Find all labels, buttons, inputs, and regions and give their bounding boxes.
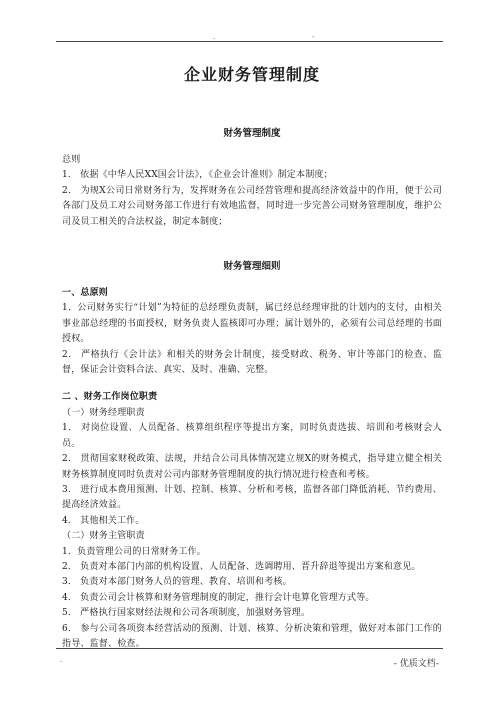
paragraph: 5． 严格执行国家财经法规和公司各项制度，加强财务管理。	[62, 608, 311, 619]
paragraph: 2． 负责对本部门内部的机构设置、人员配备、选调聘用、晋升辞退等提出方案和意见。	[62, 561, 421, 572]
paragraph: 总则	[62, 155, 81, 165]
header-rule	[56, 41, 443, 42]
paragraph: 6． 参与公司各项资本经营活动的预测、计划、核算、分析决策和管理，做好对本部门工作的指导、监督、检查。	[62, 623, 442, 649]
section-title-system: 财务管理制度	[223, 128, 281, 139]
document-body	[62, 62, 442, 652]
paragraph: 1． 对岗位设置、人员配备、核算组织程序等提出方案，同时负责选拔、培训和考核财会人员。	[62, 423, 442, 449]
paragraph: 1． 依据《中华人民XX国会计法》，《企业会计准则》制定本制度；	[62, 170, 333, 181]
paragraph: 2． 贯彻国家财税政策、法规，并结合公司具体情况建立规X的财务模式，指导建立健全相关财务核算制度同时负责对公司内部财务管理制度的执行情况进行检查和考核。	[62, 454, 442, 480]
heading-general-principle: 一、总原则	[62, 288, 109, 299]
footer-dot: .	[60, 656, 63, 664]
document-title: 企业财务管理制度	[183, 65, 320, 84]
paragraph: 3． 进行成本费用预测、计划、控制、核算、分析和考核，监督各部门降低消耗、节约费用、提高经济效益。	[62, 484, 442, 511]
footer-rule	[56, 648, 443, 649]
paragraph: 4． 其他相关工作。	[62, 515, 145, 526]
paragraph: 1．负责管理公司的日常财务工作。	[62, 546, 206, 557]
paragraph: 1．公司财务实行“计划”为特征的总经理负责制，属已经总经理审批的计划内的支付，由相关事业部总经理的书面授权，财务负责人监核即可办理；属计划外的，必须有公司总经理的书面授权。	[62, 303, 442, 345]
header-dot: .	[213, 33, 216, 41]
subheading-finance-supervisor: （二）财务主管职责	[62, 531, 145, 542]
paragraph: 3． 负责对本部门财务人员的管理、教育、培训和考核。	[62, 577, 292, 588]
paragraph: 2． 为规X公司日常财务行为，发挥财务在公司经营管理和提高经济效益中的作用，便于公司各部门及员工对公司财务部工作进行有效地监督，同时进一步完善公司财务管理制度，维护公司及员工相关的合法权益，制定本制度；	[62, 185, 442, 227]
heading-job-duties: 二 、财务工作岗位职责	[62, 392, 158, 403]
paragraph: 2． 严格执行《会计法》和相关的财务会计制度，接受财政、税务、审计等部门的检查、监督，保证会计资料合法、真实、及时、准确、完整。	[62, 349, 442, 376]
paragraph: 4． 负责公司会计核算和财务管理制度的制定，推行会计电算化管理方式等。	[62, 592, 375, 603]
section-title-rules: 财务管理细则	[223, 261, 281, 273]
header-dash: -	[312, 33, 315, 41]
footer-label: - 优质文档-	[393, 659, 439, 669]
subheading-finance-manager: （一）财务经理职责	[62, 407, 145, 418]
